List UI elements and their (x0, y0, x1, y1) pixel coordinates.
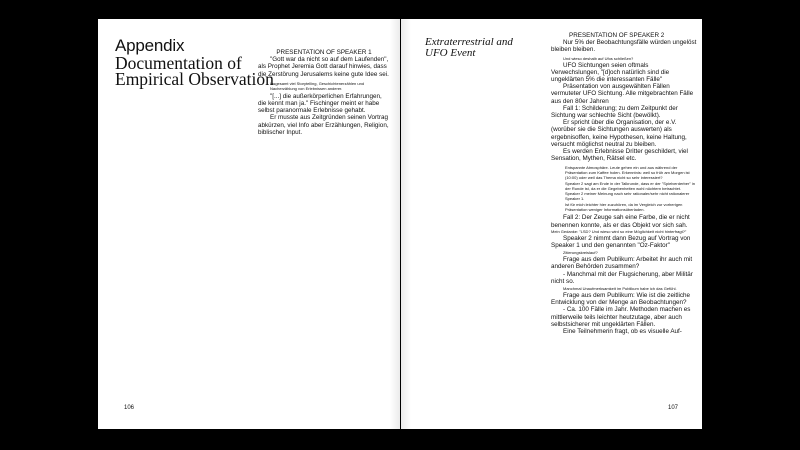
speaker2-paragraph-6: Es werden Erlebnisse Dritter geschildert, viel Sensation, Mythen, Rätsel etc. (551, 148, 688, 163)
speaker2-paragraph-13: Eine Teilnehmerin fragt, ob es visuelle Auf- (563, 328, 682, 336)
speaker2-note-6: Zitierungskreislauf? (563, 250, 598, 256)
speaker2-note-1: Und wieso deshalb auf Ufos schließen? (563, 55, 634, 61)
speaker2-paragraph-4: Fall 1: Schilderung; zu dem Zeitpunkt der Sichtung war schlechte Sicht (bewölkt). (551, 104, 678, 120)
speaker2-paragraph-10: - Manchmal mit der Flugsicherung, aber Militär nicht so. (551, 270, 693, 285)
speaker2-label: PRESENTATION OF SPEAKER 2 (569, 32, 665, 39)
speaker2-note-7: Manchmal Unaufmerksamkeit im Publikum habe ich das Gefühl. (563, 286, 677, 292)
speaker2-note-4: Ist für mich leichter hier zuzuhören, da im Vergleich zur vorherigen Präsentation weniger Informationsüberladen. (565, 202, 683, 213)
speaker1-paragraph-2: "[...] die außerkörperlichen Erfahrungen, die kennt man ja." Fischinger meint er habe selbst paranormale Erlebnisse gehabt. (258, 92, 382, 115)
speaker2-paragraph-1: Nur 5% der Beobachtungsfälle würden ungelöst bleiben bleiben. (551, 39, 697, 54)
page-number-right: 107 (667, 405, 678, 411)
speaker2-paragraph-9: Frage aus dem Publikum: Arbeitet ihr auch mit anderen Behörden zusammen? (551, 256, 693, 271)
speaker1-column (258, 49, 390, 136)
speaker2-note-2: Entspannte Atmosphäre. Leute gehen ein und aus während der Präsentation zum Kaffee holen. Erkenntnis: weil so früh am Morgen ist (10:00) oder weil das Thema nicht so sehr interessiert? (565, 165, 690, 181)
left-page (98, 19, 400, 429)
right-page (401, 19, 702, 429)
documentation-heading: Documentation of Empirical Observation (115, 53, 274, 89)
speaker2-column (551, 32, 697, 335)
speaker2-paragraph-12: - Ca. 100 Fälle im Jahr. Methoden machen es mittlerweile teils leichter heutzutage, aber auch selbstsicherer mit ungeklärten Fällen. (551, 306, 691, 328)
speaker2-paragraph-5: Er spricht über die Organisation, der e.V. (worüber sie die Sichtungen auswerten) als ergebnisoffen, keine Hypothesen, keine Haltung, versucht möglichst neutral zu bleiben. (551, 119, 687, 148)
speaker2-paragraph-8: Speaker 2 nimmt dann Bezug auf Vortrag von Speaker 1 und den genannten "Oz-Faktor" (551, 234, 691, 250)
speaker1-paragraph-3: Er musste aus Zeitgründen seinen Vortrag abkürzen, viel Info aber Erzählungen, Religion, biblischer Input. (258, 114, 389, 136)
gutter-shadow-right (401, 19, 411, 429)
page-number-left: 106 (124, 405, 135, 411)
speaker1-label: PRESENTATION OF SPEAKER 1 (276, 49, 372, 56)
speaker1-small-note: Insgesamt viel Storytelling, Geschichtenerzählen und Nacherzählung von Erlebnissen anderer. (270, 80, 365, 91)
speaker1-paragraph-1: "Gott war da nicht so auf dem Laufenden", als Prophet Jeremia Gott darauf hinwies, dass die Zerstörung Jerusalems keine gute Idee sei. (258, 56, 389, 78)
appendix-heading: Appendix (115, 36, 185, 55)
speaker2-paragraph-7: Fall 2: Der Zeuge sah eine Farbe, die er nicht benennen konnte, als er das Objekt vor sich sah. (551, 214, 690, 229)
event-title: Extraterrestrial and UFO Event (425, 36, 513, 59)
speaker2-paragraph-2: UFO Sichtungen seien oftmals Verwechslungen, "[d]och natürlich sind die ungeklärten 5% die interessanten Fälle" (551, 61, 670, 84)
speaker2-note-3: Speaker 2 sagt am Ende in der Talkrunde, dass er der "Spielverderber" in der Runde ist, da er die Gegebenheiten wohl nüchtern betrachtet. Speaker 2 meiner Meinung nach sehr rationaler/sehr nicht rationalerer Speaker 1. (565, 181, 695, 202)
speaker2-note-5: Mein Gedanke: "LSD? Und wieso wird so eine Möglichkeit nicht hinterfragt?" (551, 228, 687, 234)
gutter-shadow-left (390, 19, 400, 429)
speaker2-paragraph-3: Präsentation von ausgewählten Fällen vermuteter UFO Sichtung. Alle mitgebrachten Fälle aus den 80er Jahren (551, 83, 694, 105)
speaker2-paragraph-11: Frage aus dem Publikum: Wie ist die zeitliche Entwicklung von der Menge an Beobachtungen? (551, 292, 691, 307)
